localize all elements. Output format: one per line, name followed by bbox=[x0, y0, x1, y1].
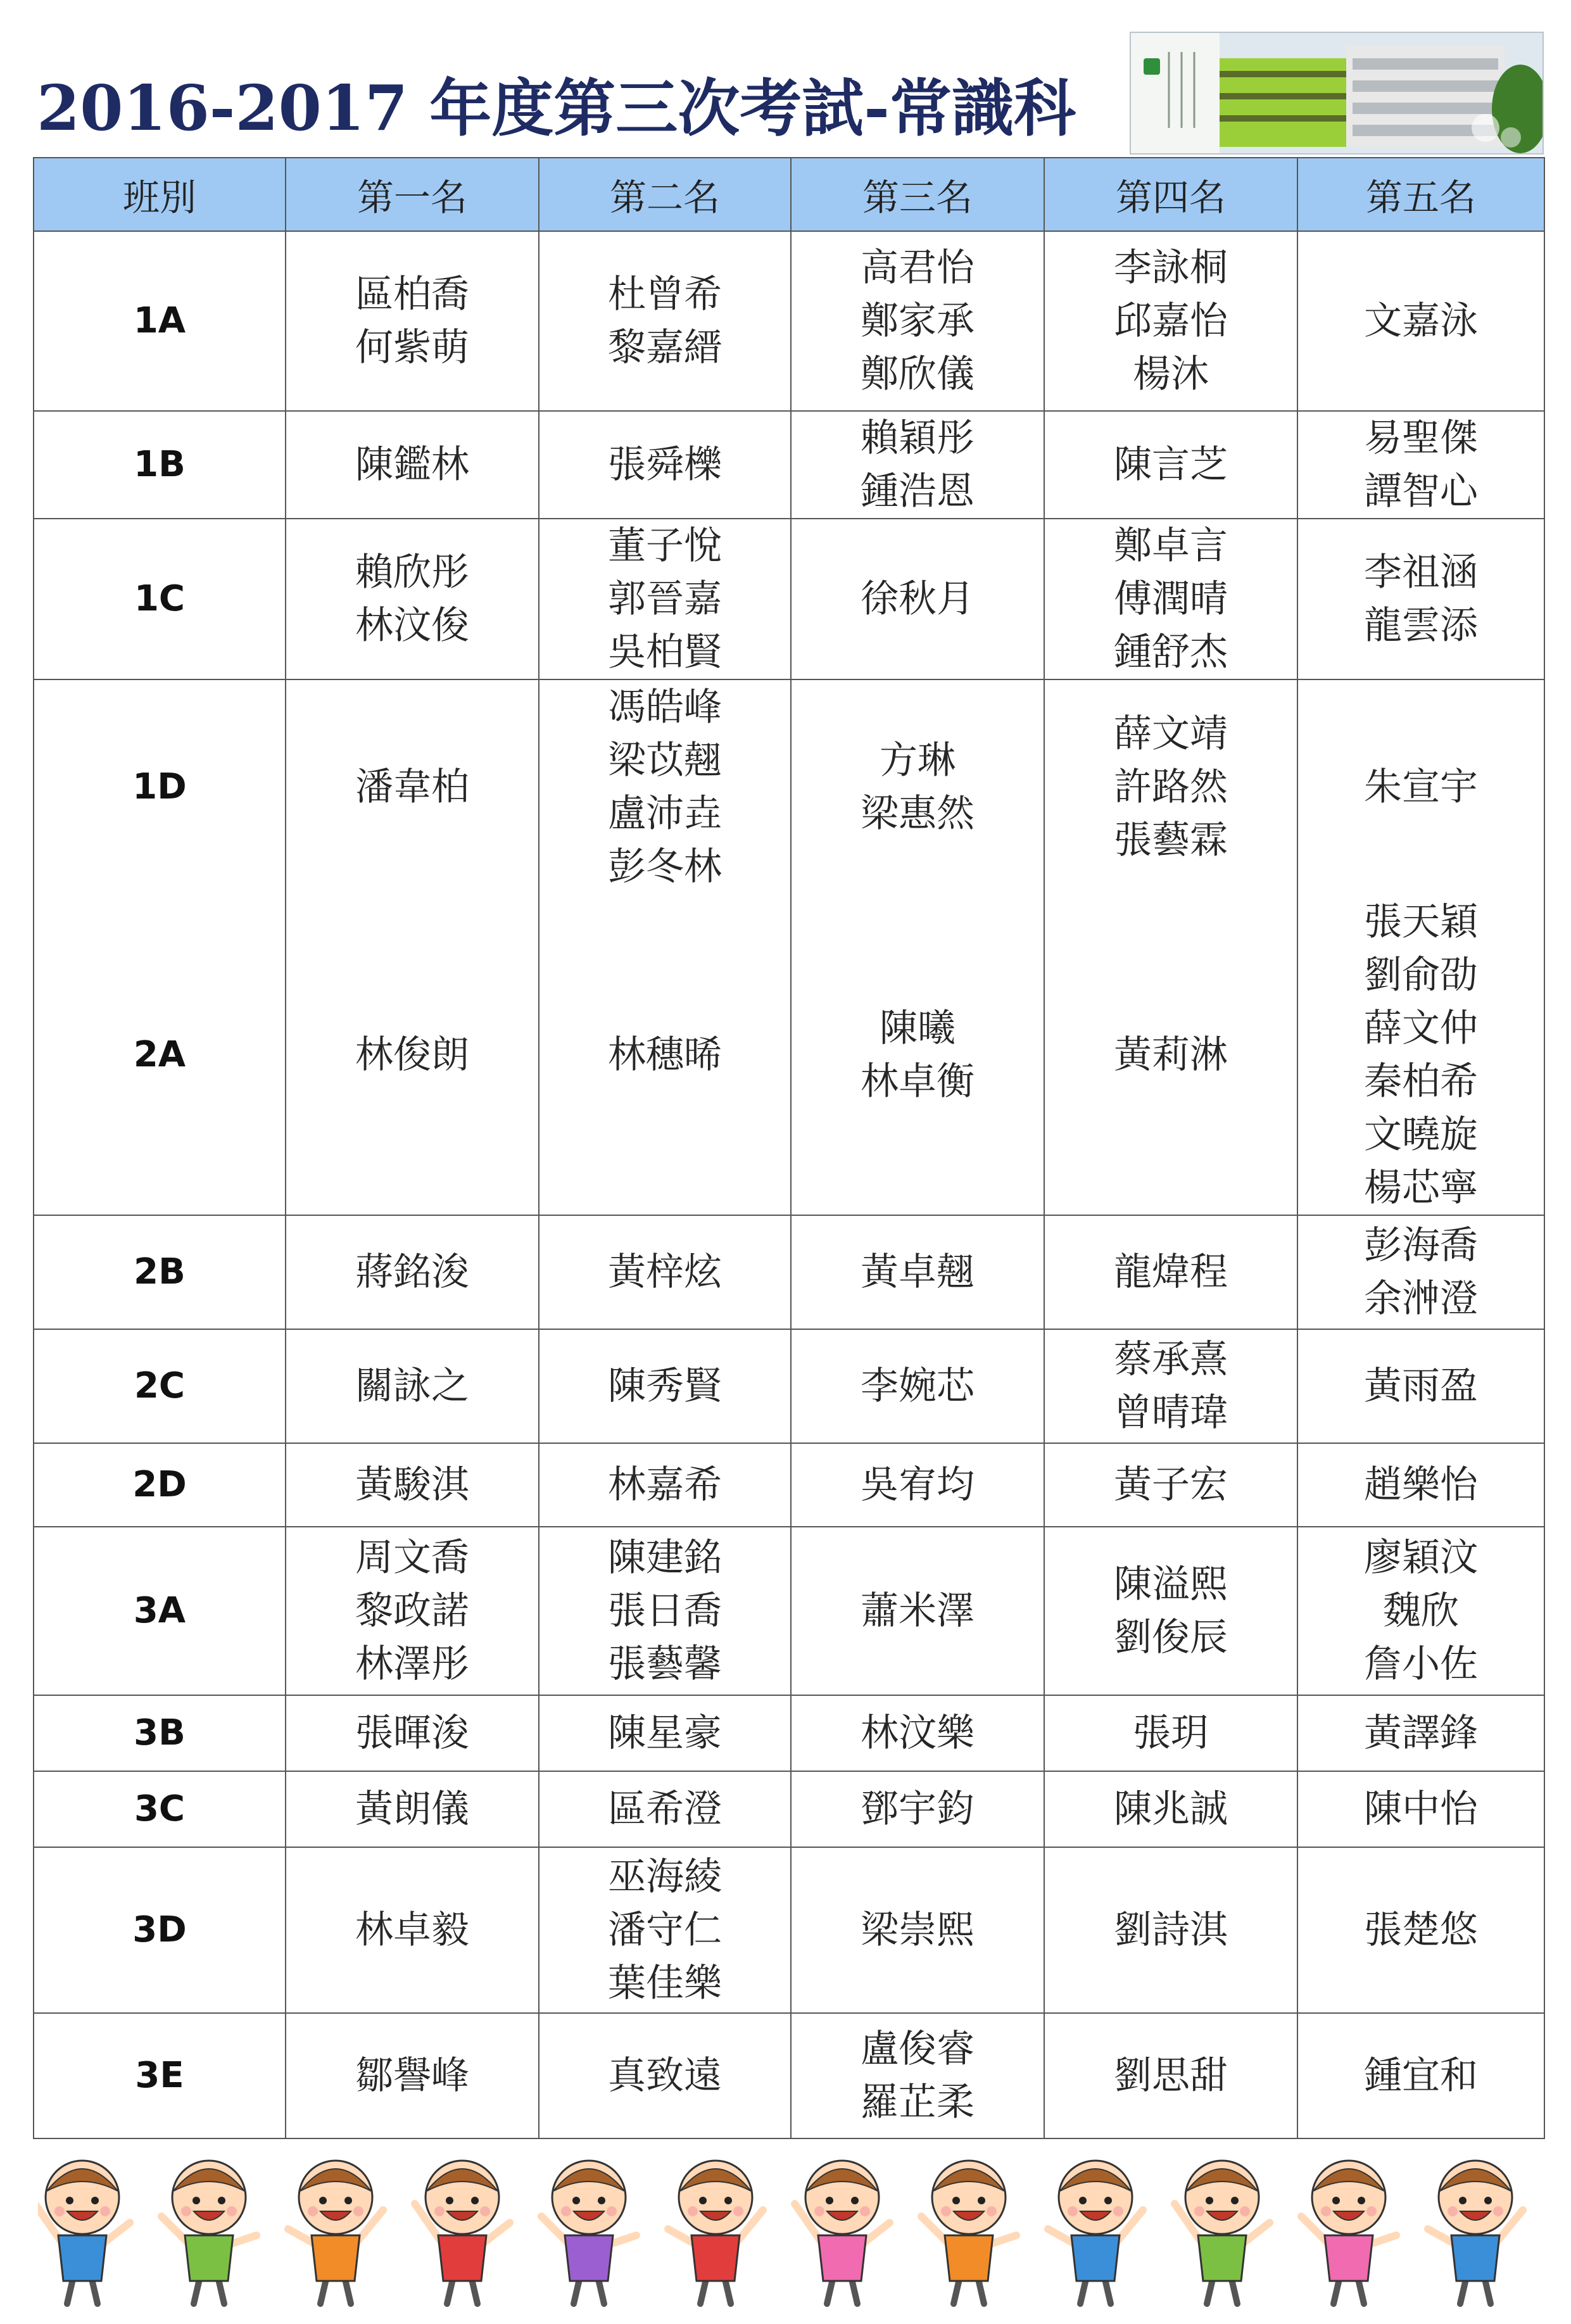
student-name: 梁苡翹 bbox=[608, 738, 722, 783]
header-rank-5: 第五名 bbox=[1297, 158, 1544, 231]
class-cell: 1C bbox=[34, 519, 286, 679]
kid-figure bbox=[1175, 2161, 1270, 2304]
class-cell: 3B bbox=[34, 1695, 286, 1771]
class-cell: 3E bbox=[34, 2013, 286, 2138]
header-class: 班別 bbox=[34, 158, 286, 231]
rank-5-cell bbox=[1297, 1329, 1544, 1443]
table-row bbox=[34, 519, 1544, 679]
rank-2-cell bbox=[539, 231, 791, 411]
rank-3-cell bbox=[791, 1695, 1044, 1771]
kid-figure bbox=[795, 2161, 890, 2304]
rank-5-cell bbox=[1297, 895, 1544, 1215]
rank-2-cell bbox=[539, 411, 791, 519]
class-cell: 3D bbox=[34, 1847, 286, 2013]
kids-decoration bbox=[38, 2134, 1539, 2311]
school-building-photo bbox=[1130, 32, 1544, 155]
student-name: 林卓衡 bbox=[861, 1059, 975, 1104]
student-name: 黃雨盈 bbox=[1364, 1364, 1478, 1408]
student-name: 李婉芯 bbox=[861, 1364, 975, 1408]
rank-4-cell bbox=[1044, 2013, 1297, 2138]
rank-2-cell bbox=[539, 1527, 791, 1695]
rank-4-cell bbox=[1044, 411, 1297, 519]
rank-2-cell bbox=[539, 679, 791, 895]
student-name: 劉思甜 bbox=[1114, 2054, 1228, 2098]
student-name: 鄧宇鈞 bbox=[861, 1787, 975, 1831]
rank-3-cell bbox=[791, 1847, 1044, 2013]
student-name: 黎嘉縉 bbox=[608, 325, 722, 370]
student-name: 余浺澄 bbox=[1364, 1277, 1478, 1321]
rank-3-cell bbox=[791, 231, 1044, 411]
class-cell: 1D bbox=[34, 679, 286, 895]
student-name: 陳星豪 bbox=[608, 1711, 722, 1755]
kid-figure bbox=[921, 2161, 1016, 2304]
rank-1-cell bbox=[286, 679, 539, 895]
student-name: 許路然 bbox=[1114, 765, 1228, 809]
student-name: 陳建銘 bbox=[608, 1536, 722, 1580]
student-name: 葉佳樂 bbox=[608, 1961, 722, 2005]
rank-1-cell bbox=[286, 1443, 539, 1527]
student-name: 杜曾希 bbox=[608, 272, 722, 317]
student-name: 鍾宜和 bbox=[1364, 2054, 1478, 2098]
table-row bbox=[34, 411, 1544, 519]
student-name: 張玥 bbox=[1133, 1711, 1209, 1755]
table-row bbox=[34, 1443, 1544, 1527]
rank-1-cell bbox=[286, 1771, 539, 1847]
table-row bbox=[34, 1771, 1544, 1847]
student-name: 邱嘉怡 bbox=[1114, 299, 1228, 343]
student-name: 鍾舒杰 bbox=[1114, 630, 1228, 674]
rank-5-cell bbox=[1297, 411, 1544, 519]
rank-2-cell bbox=[539, 1771, 791, 1847]
rank-3-cell bbox=[791, 1771, 1044, 1847]
rank-2-cell bbox=[539, 519, 791, 679]
rank-3-cell bbox=[791, 2013, 1044, 2138]
rank-1-cell bbox=[286, 895, 539, 1215]
rank-4-cell bbox=[1044, 1329, 1297, 1443]
table-row bbox=[34, 1695, 1544, 1771]
student-name: 陳鑑林 bbox=[355, 443, 469, 487]
student-name: 蕭米澤 bbox=[861, 1589, 975, 1633]
student-name: 巫海綾 bbox=[608, 1855, 722, 1899]
student-name: 盧沛垚 bbox=[608, 792, 722, 836]
student-name: 黃卓翹 bbox=[861, 1250, 975, 1294]
page-title: 2016-2017 年度第三次考試-常識科 bbox=[37, 72, 1076, 145]
rank-1-cell bbox=[286, 519, 539, 679]
rank-5-cell bbox=[1297, 1527, 1544, 1695]
class-cell: 3C bbox=[34, 1771, 286, 1847]
rank-5-cell bbox=[1297, 231, 1544, 411]
table-row bbox=[34, 231, 1544, 411]
student-name: 李詠桐 bbox=[1114, 246, 1228, 290]
kid-figure bbox=[541, 2161, 636, 2304]
class-cell: 3A bbox=[34, 1527, 286, 1695]
class-cell: 1B bbox=[34, 411, 286, 519]
kid-figure bbox=[1428, 2161, 1523, 2304]
student-name: 方琳 bbox=[880, 738, 956, 783]
student-name: 鄭卓言 bbox=[1114, 524, 1228, 568]
student-name: 楊沐 bbox=[1133, 352, 1209, 396]
student-name: 何紫萌 bbox=[355, 325, 469, 370]
student-name: 黃駿淇 bbox=[355, 1463, 469, 1507]
rank-4-cell bbox=[1044, 1215, 1297, 1329]
rank-5-cell bbox=[1297, 1215, 1544, 1329]
student-name: 董子悅 bbox=[608, 524, 722, 568]
student-name: 蔡承熹 bbox=[1114, 1337, 1228, 1382]
student-name: 張楚悠 bbox=[1364, 1908, 1478, 1952]
table-header-row bbox=[34, 158, 1544, 231]
student-name: 龍雲添 bbox=[1364, 603, 1478, 648]
student-name: 薛文靖 bbox=[1114, 712, 1228, 756]
student-name: 林卓毅 bbox=[355, 1908, 469, 1952]
rank-5-cell bbox=[1297, 1771, 1544, 1847]
student-name: 楊芯寧 bbox=[1364, 1166, 1478, 1210]
rank-1-cell bbox=[286, 1329, 539, 1443]
student-name: 鄭欣儀 bbox=[861, 352, 975, 396]
rank-1-cell bbox=[286, 1695, 539, 1771]
rank-4-cell bbox=[1044, 1847, 1297, 2013]
student-name: 陳言芝 bbox=[1114, 443, 1228, 487]
student-name: 賴欣彤 bbox=[355, 550, 469, 595]
rank-3-cell bbox=[791, 1527, 1044, 1695]
rank-1-cell bbox=[286, 2013, 539, 2138]
student-name: 魏欣 bbox=[1383, 1589, 1459, 1633]
student-name: 林汶俊 bbox=[355, 603, 469, 648]
student-name: 真致遠 bbox=[608, 2054, 722, 2098]
rank-4-cell bbox=[1044, 519, 1297, 679]
student-name: 區柏喬 bbox=[355, 272, 469, 317]
rank-4-cell bbox=[1044, 1771, 1297, 1847]
kid-figure bbox=[668, 2161, 763, 2304]
student-name: 賴穎彤 bbox=[861, 416, 975, 460]
student-name: 劉俊辰 bbox=[1114, 1615, 1228, 1660]
student-name: 陳溢熙 bbox=[1114, 1562, 1228, 1607]
student-name: 潘守仁 bbox=[608, 1908, 722, 1952]
student-name: 鄒譽峰 bbox=[355, 2054, 469, 2098]
student-name: 梁崇熙 bbox=[861, 1908, 975, 1952]
rank-2-cell bbox=[539, 1215, 791, 1329]
rank-1-cell bbox=[286, 1215, 539, 1329]
rank-2-cell bbox=[539, 1695, 791, 1771]
header-rank-2: 第二名 bbox=[539, 158, 791, 231]
student-name: 黃子宏 bbox=[1114, 1463, 1228, 1507]
rank-3-cell bbox=[791, 1329, 1044, 1443]
class-cell: 2D bbox=[34, 1443, 286, 1527]
student-name: 潘韋柏 bbox=[355, 765, 469, 809]
student-name: 張藝霖 bbox=[1114, 818, 1228, 862]
rank-4-cell bbox=[1044, 1695, 1297, 1771]
student-name: 陳中怡 bbox=[1364, 1787, 1478, 1831]
student-name: 林嘉希 bbox=[608, 1463, 722, 1507]
kid-figure bbox=[161, 2161, 256, 2304]
rank-5-cell bbox=[1297, 1847, 1544, 2013]
table-row bbox=[34, 1527, 1544, 1695]
student-name: 彭冬林 bbox=[608, 845, 722, 889]
rank-3-cell bbox=[791, 679, 1044, 895]
table-row bbox=[34, 2013, 1544, 2138]
student-name: 徐秋月 bbox=[861, 577, 975, 621]
student-name: 傅潤晴 bbox=[1114, 577, 1228, 621]
rank-1-cell bbox=[286, 1527, 539, 1695]
rank-2-cell bbox=[539, 1847, 791, 2013]
student-name: 張暉浚 bbox=[355, 1711, 469, 1755]
student-name: 龍煒程 bbox=[1114, 1250, 1228, 1294]
student-name: 譚智心 bbox=[1364, 469, 1478, 514]
table-row bbox=[34, 1329, 1544, 1443]
student-name: 劉俞劭 bbox=[1364, 953, 1478, 997]
student-name: 周文喬 bbox=[355, 1536, 469, 1580]
student-name: 梁惠然 bbox=[861, 792, 975, 836]
rank-2-cell bbox=[539, 2013, 791, 2138]
rank-1-cell bbox=[286, 411, 539, 519]
student-name: 盧俊睿 bbox=[861, 2027, 975, 2071]
student-name: 黃莉淋 bbox=[1114, 1033, 1228, 1077]
table-row bbox=[34, 679, 1544, 895]
rank-2-cell bbox=[539, 1443, 791, 1527]
class-cell: 2A bbox=[34, 895, 286, 1215]
kid-figure bbox=[38, 2161, 130, 2304]
ranking-table bbox=[33, 157, 1545, 2139]
kid-figure bbox=[415, 2161, 510, 2304]
kid-figure bbox=[1301, 2161, 1396, 2304]
student-name: 林汶樂 bbox=[861, 1711, 975, 1755]
rank-5-cell bbox=[1297, 519, 1544, 679]
student-name: 羅芷柔 bbox=[861, 2080, 975, 2125]
student-name: 高君怡 bbox=[861, 246, 975, 290]
student-name: 秦柏希 bbox=[1364, 1059, 1478, 1104]
student-name: 薛文仲 bbox=[1364, 1006, 1478, 1051]
rank-1-cell bbox=[286, 231, 539, 411]
school-building-illustration bbox=[1131, 33, 1543, 153]
student-name: 陳秀賢 bbox=[608, 1364, 722, 1408]
student-name: 蔣銘浚 bbox=[355, 1250, 469, 1294]
student-name: 文曉旋 bbox=[1364, 1113, 1478, 1157]
student-name: 陳兆誠 bbox=[1114, 1787, 1228, 1831]
student-name: 張天穎 bbox=[1364, 900, 1478, 944]
table-row bbox=[34, 1847, 1544, 2013]
table-row bbox=[34, 895, 1544, 1215]
rank-2-cell bbox=[539, 895, 791, 1215]
class-cell: 1A bbox=[34, 231, 286, 411]
class-cell: 2C bbox=[34, 1329, 286, 1443]
rank-3-cell bbox=[791, 1215, 1044, 1329]
kid-figure bbox=[1048, 2161, 1143, 2304]
student-name: 彭海喬 bbox=[1364, 1223, 1478, 1268]
student-name: 李祖涵 bbox=[1364, 550, 1478, 595]
rank-5-cell bbox=[1297, 1443, 1544, 1527]
student-name: 曾晴瑋 bbox=[1114, 1391, 1228, 1435]
student-name: 黃梓炫 bbox=[608, 1250, 722, 1294]
rank-4-cell bbox=[1044, 1443, 1297, 1527]
rank-3-cell bbox=[791, 411, 1044, 519]
kids-illustration bbox=[38, 2134, 1539, 2311]
student-name: 黎政諾 bbox=[355, 1589, 469, 1633]
student-name: 區希澄 bbox=[608, 1787, 722, 1831]
student-name: 張藝馨 bbox=[608, 1642, 722, 1686]
student-name: 趙樂怡 bbox=[1364, 1463, 1478, 1507]
student-name: 關詠之 bbox=[355, 1364, 469, 1408]
student-name: 林俊朗 bbox=[355, 1033, 469, 1077]
student-name: 劉詩淇 bbox=[1114, 1908, 1228, 1952]
rank-4-cell bbox=[1044, 231, 1297, 411]
student-name: 黃譯鋒 bbox=[1364, 1711, 1478, 1755]
student-name: 陳曦 bbox=[880, 1006, 956, 1051]
student-name: 張日喬 bbox=[608, 1589, 722, 1633]
student-name: 吳宥均 bbox=[861, 1463, 975, 1507]
header-rank-3: 第三名 bbox=[791, 158, 1044, 231]
rank-1-cell bbox=[286, 1847, 539, 2013]
header-rank-1: 第一名 bbox=[286, 158, 539, 231]
student-name: 吳柏賢 bbox=[608, 630, 722, 674]
student-name: 朱宣宇 bbox=[1364, 765, 1478, 809]
class-cell: 2B bbox=[34, 1215, 286, 1329]
rank-4-cell bbox=[1044, 895, 1297, 1215]
rank-5-cell bbox=[1297, 679, 1544, 895]
rank-3-cell bbox=[791, 895, 1044, 1215]
rank-4-cell bbox=[1044, 1527, 1297, 1695]
student-name: 詹小佐 bbox=[1364, 1642, 1478, 1686]
student-name: 郭晉嘉 bbox=[608, 577, 722, 621]
table-body bbox=[34, 231, 1544, 2138]
rank-4-cell bbox=[1044, 679, 1297, 895]
header-rank-4: 第四名 bbox=[1044, 158, 1297, 231]
rank-5-cell bbox=[1297, 1695, 1544, 1771]
student-name: 張舜櫟 bbox=[608, 443, 722, 487]
rank-3-cell bbox=[791, 1443, 1044, 1527]
rank-3-cell bbox=[791, 519, 1044, 679]
rank-2-cell bbox=[539, 1329, 791, 1443]
student-name: 文嘉泳 bbox=[1364, 299, 1478, 343]
student-name: 黃朗儀 bbox=[355, 1787, 469, 1831]
student-name: 林澤彤 bbox=[355, 1642, 469, 1686]
student-name: 易聖傑 bbox=[1364, 416, 1478, 460]
table-row bbox=[34, 1215, 1544, 1329]
student-name: 鄭家承 bbox=[861, 299, 975, 343]
student-name: 鍾浩恩 bbox=[861, 469, 975, 514]
rank-5-cell bbox=[1297, 2013, 1544, 2138]
kid-figure bbox=[288, 2161, 383, 2304]
student-name: 馮皓峰 bbox=[608, 685, 722, 729]
student-name: 林穗晞 bbox=[608, 1033, 722, 1077]
student-name: 廖穎汶 bbox=[1364, 1536, 1478, 1580]
